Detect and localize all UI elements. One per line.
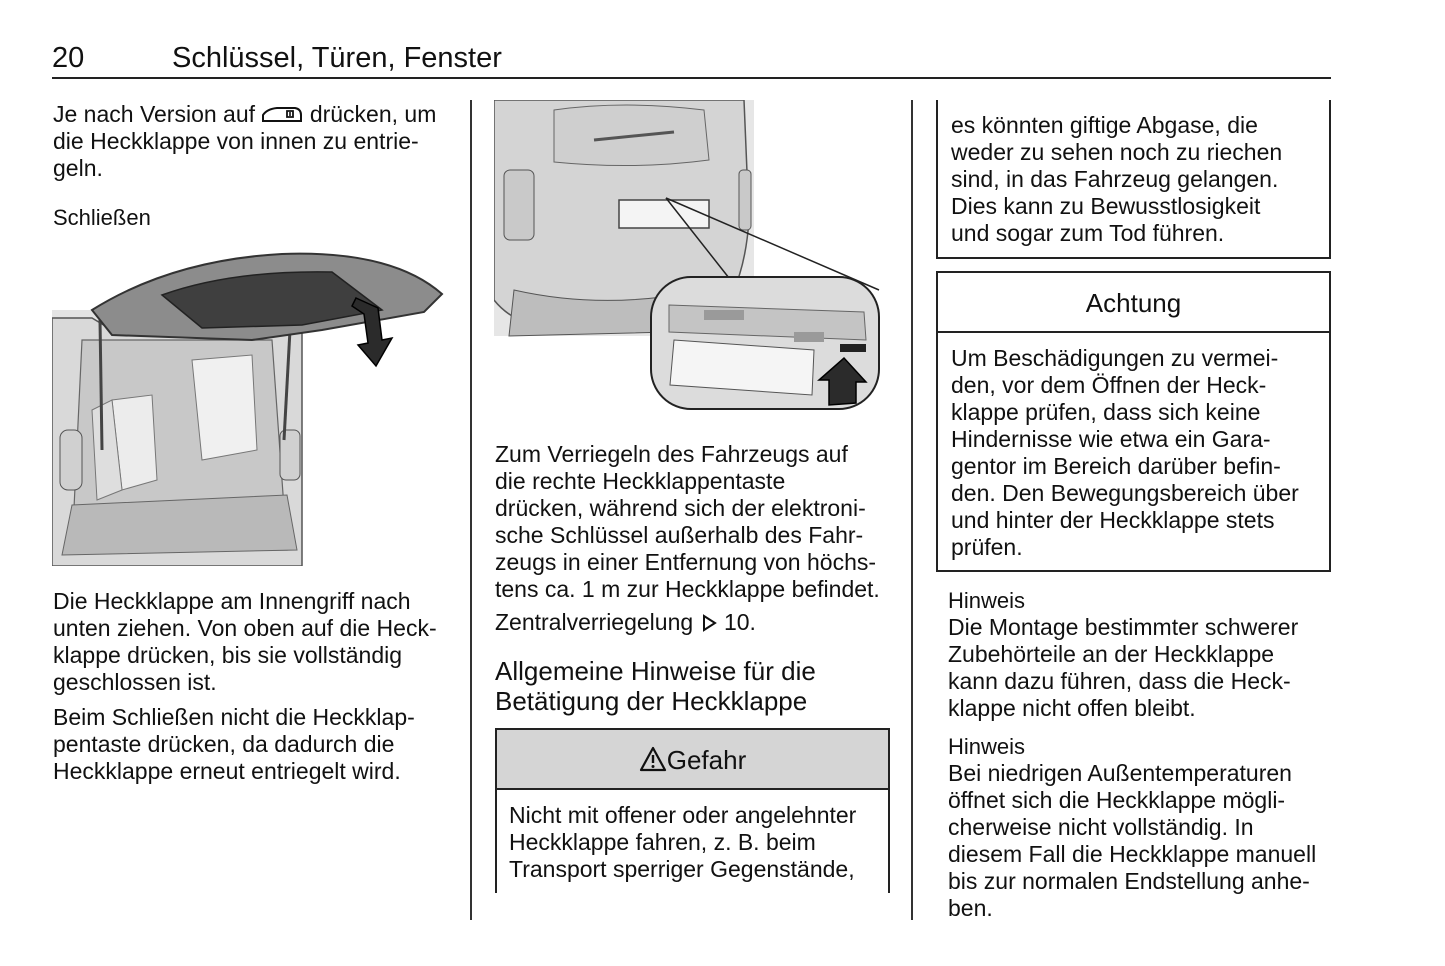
danger-text xyxy=(497,790,888,883)
text-line: ben. xyxy=(948,895,993,921)
text-line: Die Heckklappe am Innengriff nach xyxy=(53,588,411,614)
text-line: Beim Schließen nicht die Heckklap- xyxy=(53,704,415,730)
text-line: diesem Fall die Heckklappe manuell xyxy=(948,841,1317,867)
text-line: klappe prüfen, dass sich keine xyxy=(951,399,1261,425)
danger-box-continued xyxy=(936,100,1331,259)
intro-before-icon: Je nach Version auf xyxy=(53,101,256,127)
text-line: Dies kann zu Bewusstlosigkeit xyxy=(951,193,1261,219)
text-line: drücken, während sich der elektroni- xyxy=(495,495,866,521)
intro-line-2: die Heckklappe von innen zu entrie- xyxy=(53,128,419,154)
text-line: Zum Verriegeln des Fahrzeugs auf xyxy=(495,441,848,467)
text-line: weder zu sehen noch zu riechen xyxy=(951,139,1283,165)
tailgate-open-icon xyxy=(261,105,303,125)
header-rule xyxy=(52,77,1331,79)
caution-text xyxy=(938,333,1329,561)
tailgate-closing-illustration xyxy=(52,250,444,566)
intro-text xyxy=(53,101,463,182)
caution-header: Achtung xyxy=(938,273,1329,333)
text-line: zeugs in einer Entfernung von höchs- xyxy=(495,549,877,575)
text-line: Hindernisse wie etwa ein Gara- xyxy=(951,426,1271,452)
text-line: unten ziehen. Von oben auf die Heck- xyxy=(53,615,437,641)
text-line: sind, in das Fahrzeug gelangen. xyxy=(951,166,1279,192)
text-line: Die Montage bestimmter schwerer xyxy=(948,614,1299,640)
text-line: cherweise nicht vollständig. In xyxy=(948,814,1254,840)
text-line: gentor im Bereich darüber befin- xyxy=(951,453,1281,479)
warning-triangle-icon xyxy=(639,746,667,772)
heading-schliessen: Schließen xyxy=(53,205,151,230)
caution-box xyxy=(936,271,1331,572)
page-number: 20 xyxy=(52,42,85,74)
page-title: Schlüssel, Türen, Fenster xyxy=(172,42,502,74)
note-1-title: Hinweis xyxy=(948,588,1026,613)
reference-arrow-icon xyxy=(700,614,718,632)
heading-line: Betätigung der Heckklappe xyxy=(495,686,808,716)
text-line: klappe drücken, bis sie vollständig xyxy=(53,642,403,668)
text-line: und sogar zum Tod führen. xyxy=(951,220,1225,246)
danger-header xyxy=(497,730,888,790)
danger-continued-text xyxy=(938,100,1329,247)
text-line: tens ca. 1 m zur Heckklappe befindet. xyxy=(495,576,880,602)
text-line: Transport sperriger Gegenstände, xyxy=(509,856,855,882)
text-line: klappe nicht offen bleibt. xyxy=(948,695,1196,721)
section-heading xyxy=(495,656,905,716)
tailgate-button-illustration xyxy=(494,100,884,412)
text-line: Um Beschädigungen zu vermei- xyxy=(951,345,1279,371)
text-line: bis zur normalen Endstellung anhe- xyxy=(948,868,1310,894)
text-line: prüfen. xyxy=(951,534,1023,560)
ref-page: 10. xyxy=(723,609,756,635)
intro-after-icon: drücken, um xyxy=(309,101,437,127)
text-line: pentaste drücken, da dadurch die xyxy=(53,731,395,757)
note-2 xyxy=(948,733,1338,922)
text-line: Zubehörteile an der Heckklappe xyxy=(948,641,1275,667)
text-line: sche Schlüssel außerhalb des Fahr- xyxy=(495,522,864,548)
close-warning-text xyxy=(53,704,463,785)
close-instructions xyxy=(53,588,463,696)
column-divider-1 xyxy=(470,100,472,920)
lock-instructions xyxy=(495,441,905,603)
text-line: den. Den Bewegungsbereich über xyxy=(951,480,1299,506)
danger-box xyxy=(495,728,890,893)
intro-line-3: geln. xyxy=(53,155,103,181)
text-line: Nicht mit offener oder angelehnter xyxy=(509,802,857,828)
text-line: Heckklappe erneut entriegelt wird. xyxy=(53,758,401,784)
text-line: Bei niedrigen Außentemperaturen xyxy=(948,760,1292,786)
cross-reference[interactable] xyxy=(495,609,756,636)
text-line: es könnten giftige Abgase, die xyxy=(951,112,1258,138)
note-2-title: Hinweis xyxy=(948,734,1026,759)
text-line: geschlossen ist. xyxy=(53,669,217,695)
text-line: die rechte Heckklappentaste xyxy=(495,468,786,494)
danger-title: Gefahr xyxy=(666,745,747,775)
text-line: Heckklappe fahren, z. B. beim xyxy=(509,829,816,855)
note-1 xyxy=(948,587,1338,722)
text-line: und hinter der Heckklappe stets xyxy=(951,507,1275,533)
text-line: den, vor dem Öffnen der Heck- xyxy=(951,372,1267,398)
ref-text: Zentralverriegelung xyxy=(495,609,694,635)
heading-line: Allgemeine Hinweise für die xyxy=(495,656,816,686)
text-line: öffnet sich die Heckklappe mögli- xyxy=(948,787,1286,813)
text-line: kann dazu führen, dass die Heck- xyxy=(948,668,1291,694)
column-divider-2 xyxy=(911,100,913,920)
